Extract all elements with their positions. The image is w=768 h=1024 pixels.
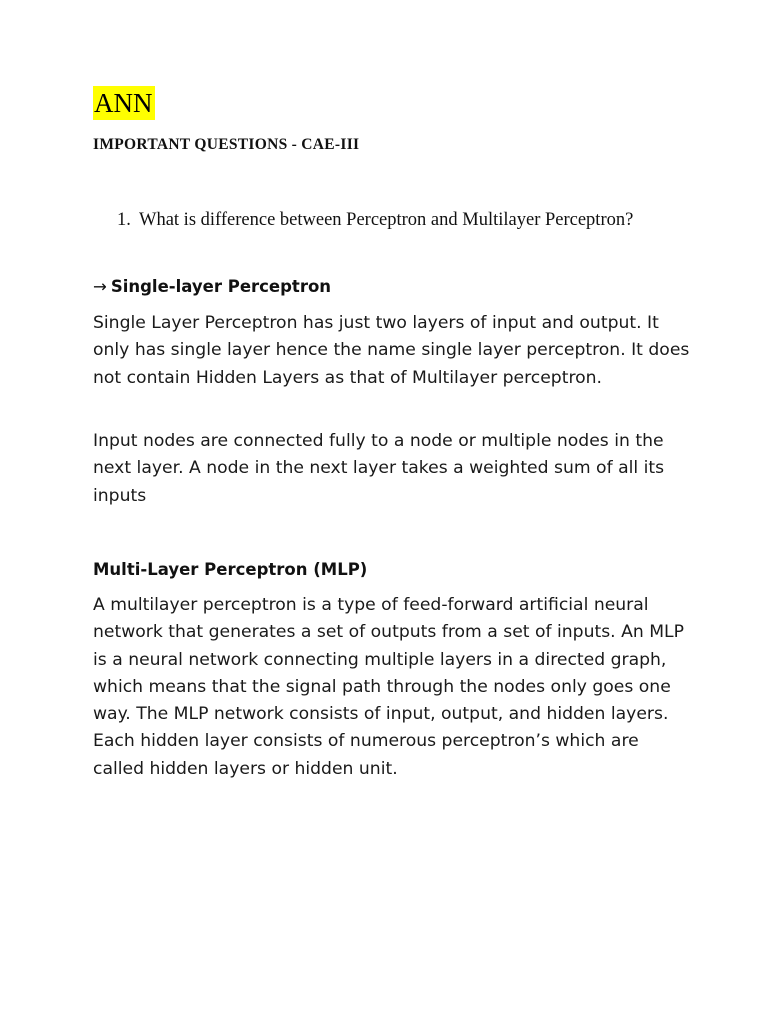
section-heading-single-layer <box>93 276 331 298</box>
section-heading-mlp: Multi-Layer Perceptron (MLP) <box>93 560 368 579</box>
question-text: What is difference between Perceptron and Multilayer Perceptron? <box>139 210 634 230</box>
document-subtitle: IMPORTANT QUESTIONS - CAE-III <box>93 136 360 153</box>
document-title: ANN <box>94 88 153 118</box>
paragraph-mlp: A multilayer perceptron is a type of feed-forward artificial neural network that generates a set of outputs from a set of inputs. An MLP is a neural network connecting multiple layers in a directed graph, which means that the signal path through the nodes only goes one way. The MLP network consists of input, output, and hidden layers. Each hidden layer consists of numerous perceptron’s which are called hidden layers or hidden unit. <box>93 595 684 779</box>
arrow-right-icon: → <box>93 277 107 296</box>
question-item <box>117 208 637 232</box>
paragraph-single-layer-2: Input nodes are connected fully to a node or multiple nodes in the next layer. A node in the next layer takes a weighted sum of all its inputs <box>93 431 665 506</box>
section-heading-text: Single-layer Perceptron <box>110 277 332 296</box>
question-number: 1. <box>117 210 131 230</box>
paragraph-single-layer-1: Single Layer Perceptron has just two layers of input and output. It only has single layer hence the name single layer perceptron. It does not contain Hidden Layers as that of Multilayer perceptron. <box>93 313 690 388</box>
